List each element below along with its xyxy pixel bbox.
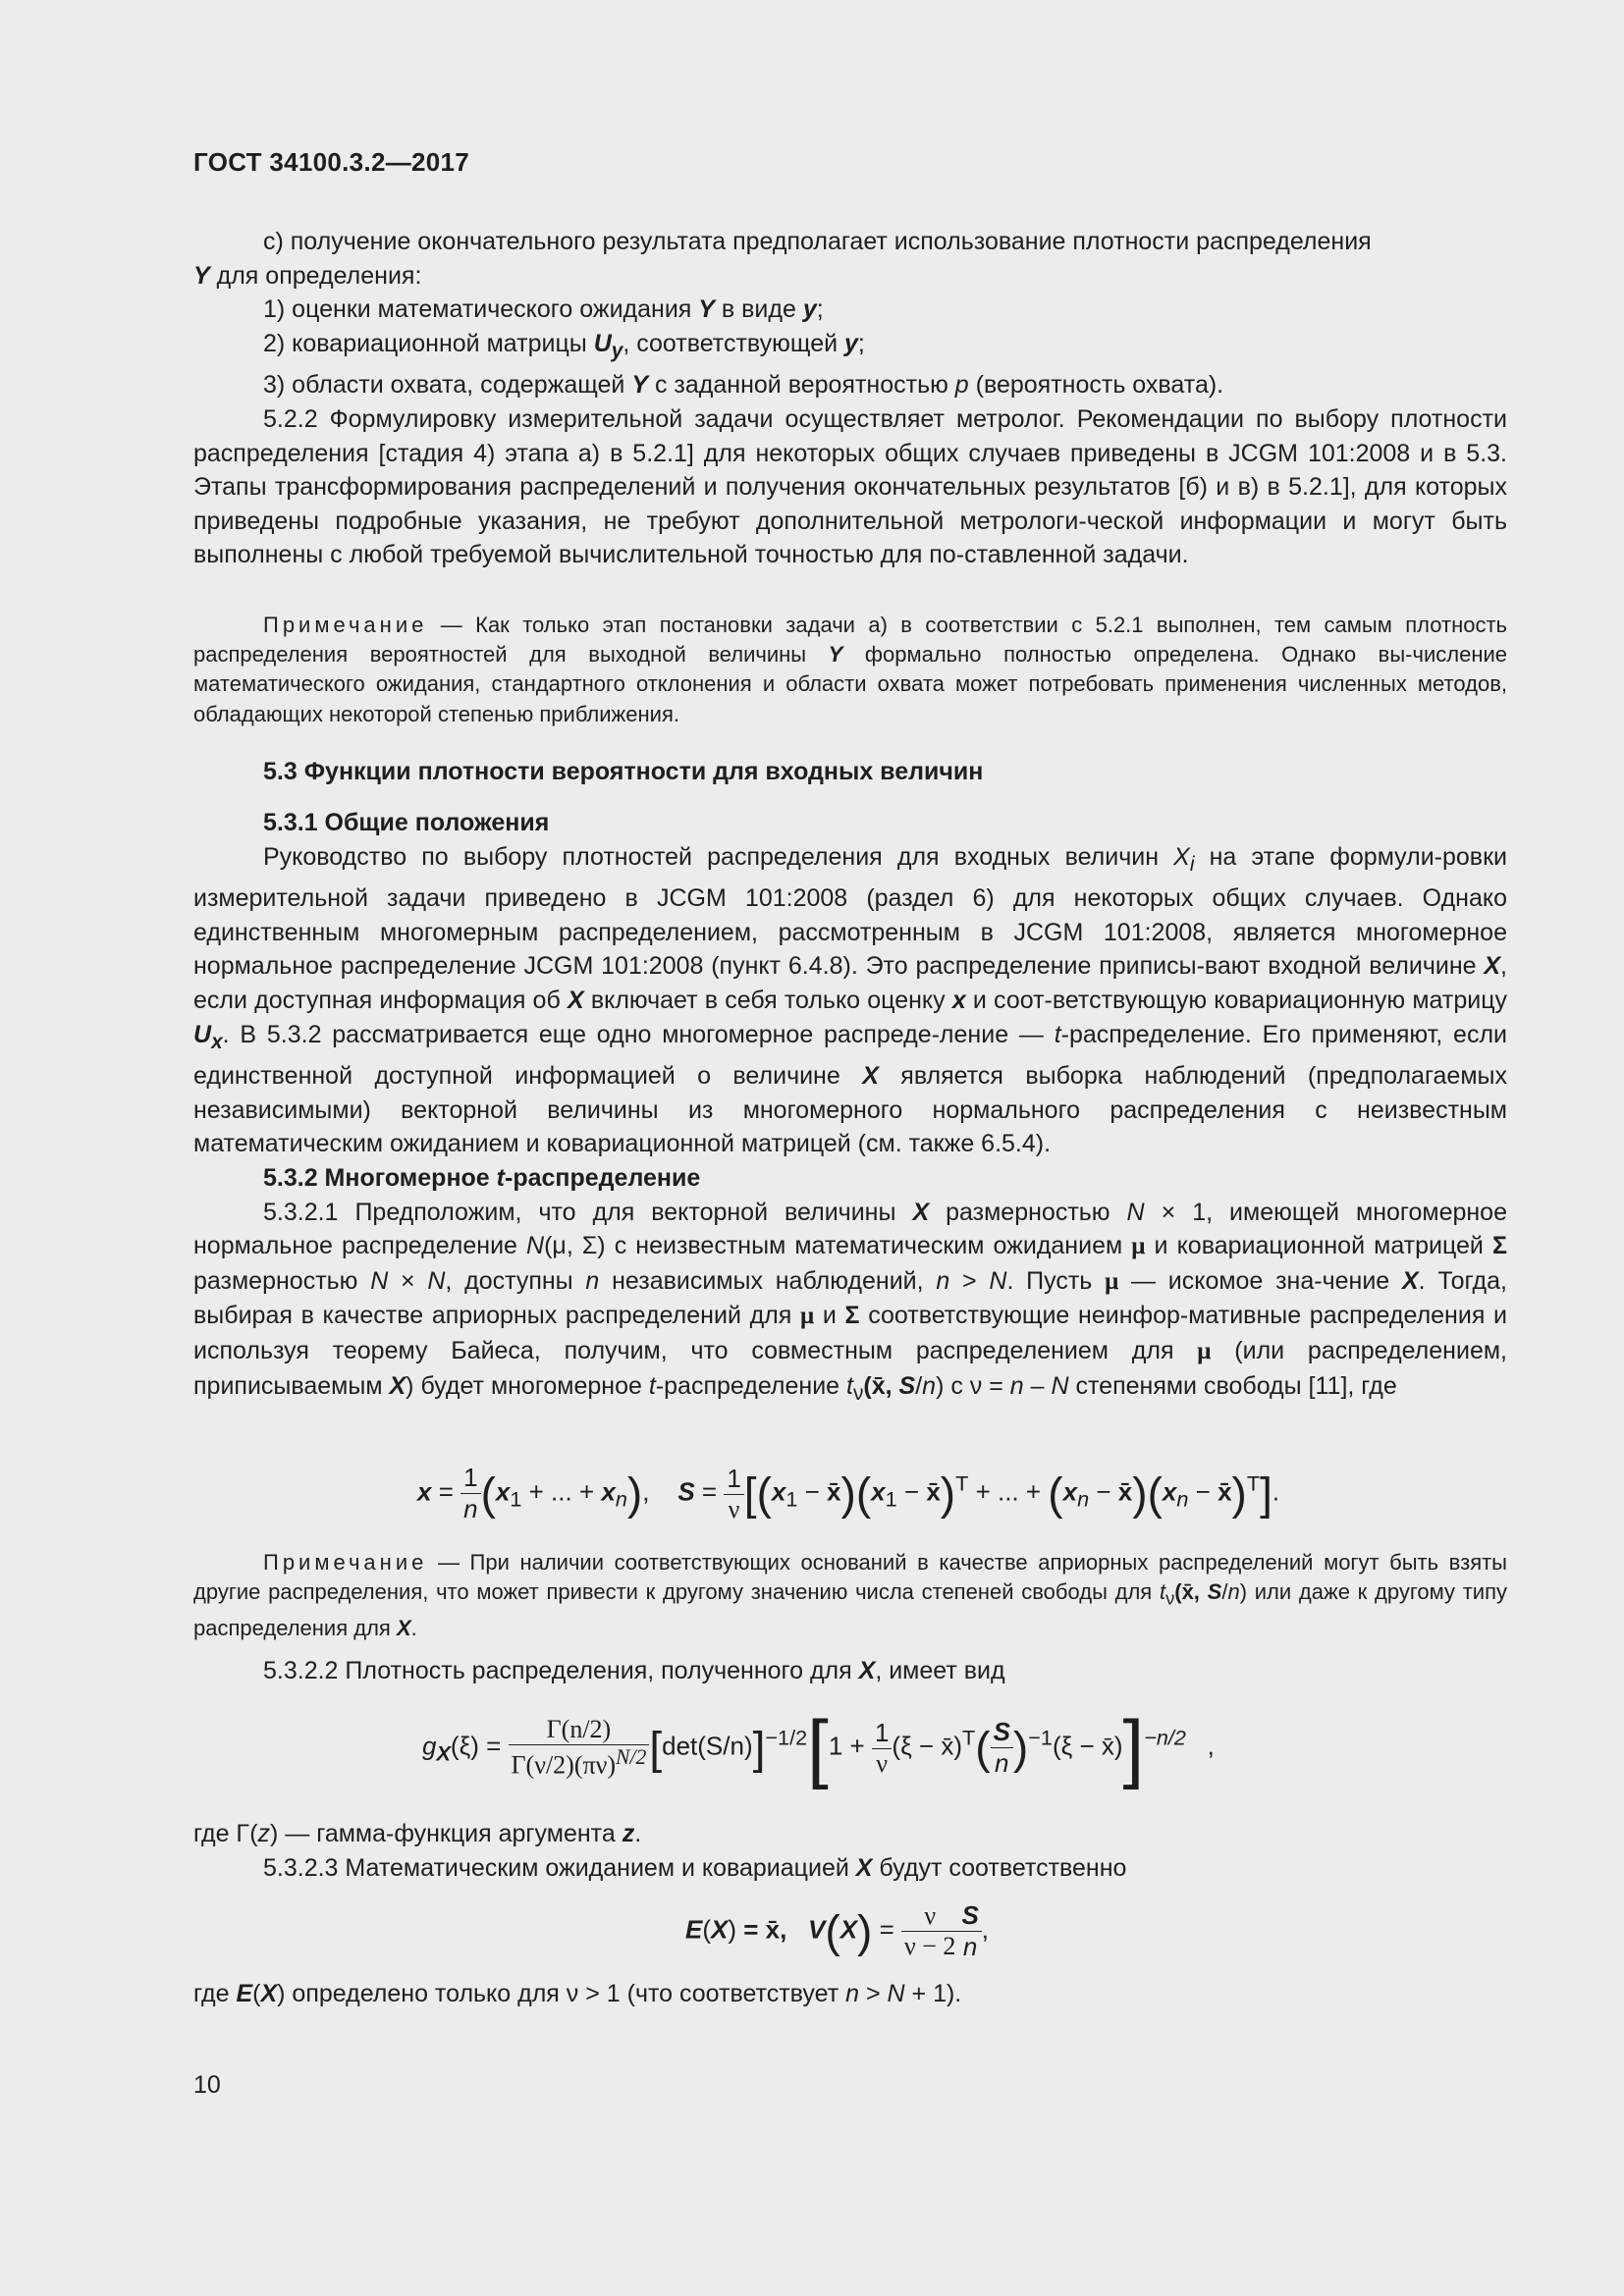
paragraph-5-3-2-3: где Γ(z) — гамма-функция аргумента z. 5.3.2.3 Математическим ожиданием и ковариацией X будут соответственно: [193, 1817, 1507, 1885]
document-header: ГОСТ 34100.3.2—2017: [193, 147, 470, 177]
section-5-2-text: [193, 225, 1507, 572]
note-2: Примечание — При наличии соответствующих оснований в качестве априорных распределений могут быть взяты другие распределения, что может привести к другому значению числа степеней свободы для $t_\nu(x̄$, S/n) или даже к другому типу распределения для X.: [193, 1550, 1507, 1640]
paragraph-5-3-2-1: 5.3.2.1 Предположим, что для векторной величины X размерностью N × 1, имеющей многомерное нормальное распределение N(μ, Σ) с неизвестным математическим ожиданием μ и ковариационной матрицей Σ размерностью N × N, доступны n независимых наблюдений, n > N. Пусть μ — искомое зна-чение X. Тогда, выбирая в качестве априорных распределений для μ и Σ соответствующие неинфор-мативные распределения и используя теорему Байеса, получим, что совместным распределением для μ (или распределением, приписываемым X) будет многомерное t-распределение $t_\nu(x̄$, S/n) с ν = n – N степенями свободы [11], где: [193, 1198, 1508, 1405]
heading-5-3-2: 5.3.2 Многомерное t-распределение: [263, 1163, 701, 1192]
section-5-3: [193, 755, 1507, 789]
heading-5-3: 5.3 Функции плотности вероятности для входных величин: [263, 758, 984, 785]
item-2: 2) ковариационной матрицы $U_y$, соответствующей y;: [263, 329, 865, 362]
section-5-3-1: [193, 806, 1507, 1411]
final-line: где E(X) определено только для ν > 1 (что соответствует n > N + 1).: [193, 1980, 962, 2007]
formula-mean-covariance: x = $\frac{1}{n}$ ($x_1$ + ... + $x_n$), S = $\frac{1}{\nu}$ [($x_1$ − $x̄)(x_1$ − x̄)$^T$ + ... + ($x_n$ − $x̄)(x_n$ − x̄)$^T$].: [417, 1463, 1280, 1523]
paragraph-5-3-2-2: 5.3.2.2 Плотность распределения, полученного для X, имеет вид: [263, 1657, 1005, 1684]
paragraph-5-3-1: Руководство по выбору плотностей распределения для входных величин $X_i$ на этапе формули-ровки измерительной задачи приведено в JCGM 101:2008 (раздел 6) для некоторых общих случаев. Однако единственным многомерным распределением, рассмотренным в JCGM 101:2008, является многомерное нормальное распределение JCGM 101:2008 (пункт 6.4.8). Это распределение приписы-вают входной величине X, если доступная информация об X включает в себя только оценку x и соот-ветствующую ковариационную матрицу $U_x$. В 5.3.2 рассматривается еще одно многомерное распреде-ление — t-распределение. Его применяют, если единственной доступной информацией о величине X является выборка наблюдений (предполагаемых независимыми) векторной величины из многомерного нормального распределения с неизвестным математическим ожиданием и ковариационной матрицей (см. также 6.5.4).: [193, 842, 1508, 1158]
item-1: 1) оценки математического ожидания Y в виде y;: [263, 295, 824, 324]
page-number: 10: [193, 2071, 221, 2099]
note-label: Примечание: [263, 1550, 428, 1575]
item-c-continuation: Y для определения:: [193, 261, 422, 290]
paragraph-5-2-2: 5.2.2 Формулировку измерительной задачи осуществляет метролог. Рекомендации по выбору плотности распределения [стадия 4) этапа а) в 5.2.1] для некоторых общих случаев приведены в JCGM 101:2008 и в 5.3. Этапы трансформирования распределений и получения окончательных результатов [б) и в) в 5.2.1], для которых приведены подробные указания, не требуют дополнительной метрологи-ческой информации и могут быть выполнены с любой требуемой вычислительной точностью для по-ставленной задачи.: [193, 404, 1507, 569]
heading-5-3-1: 5.3.1 Общие положения: [263, 809, 550, 836]
note-1: Примечание — Как только этап постановки задачи а) в соответствии с 5.2.1 выполнен, тем самым плотность распределения вероятностей для выходной величины Y формально полностью определена. Однако вы-числение математического ожидания, стандартного отклонения и области охвата может потребовать применения численных методов, обладающих некоторой степенью приближения.: [193, 613, 1507, 726]
formula-expectation: E(X) = x̄, V(X) = $\frac{\nu}{\nu - 2}$ $\frac{S}{n}$ ,: [685, 1900, 990, 1961]
item-c: с) получение окончательного результата предполагает использование плотности распределения: [263, 228, 1372, 255]
gamma-definition: где Γ(z) — гамма-функция аргумента z.: [193, 1820, 642, 1847]
formula-density: $g_X(\xi)$ = $\frac{\Gamma(n/2)}{\Gamma(\nu/2)(\pi\nu)^{N/2}}$ $[\det(S/n)]^{-1/2}[1$ + $\frac{1}{\nu}$ (ξ − x̄)$^T$( $\frac{S}{n}$ )$^{-1}$(ξ − x̄)]$^{-n/2}$ ,: [422, 1704, 1215, 1790]
note-label: Примечание: [263, 613, 428, 637]
item-3: 3) области охвата, содержащей Y с заданной вероятностью p (вероятность охвата).: [263, 371, 1224, 400]
